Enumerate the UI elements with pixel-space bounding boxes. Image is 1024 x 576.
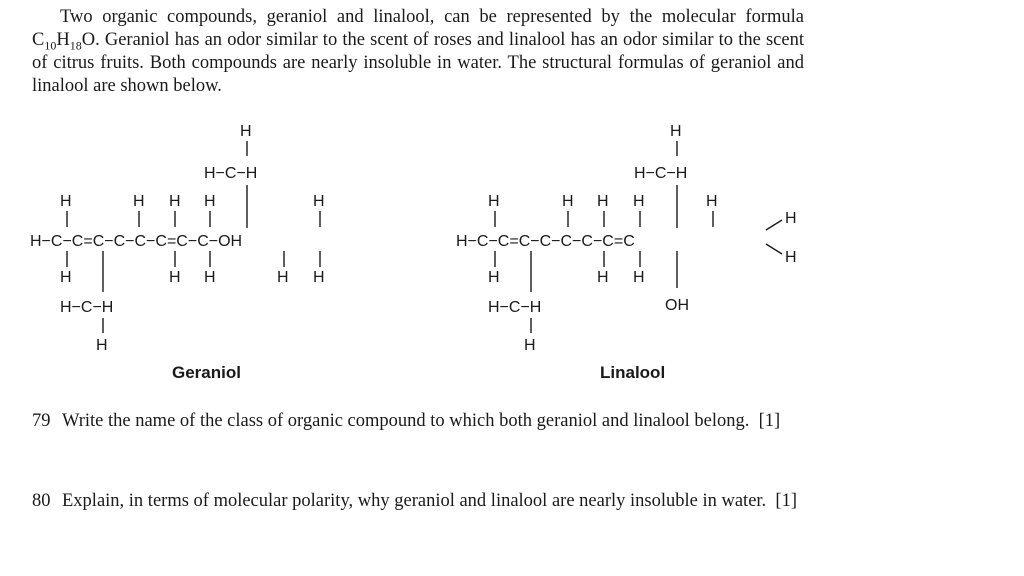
geraniol-caption: Geraniol xyxy=(172,363,241,382)
question-prompt: Write the name of the class of organic compound to which both geraniol and linalool belong. xyxy=(62,411,750,431)
linalool-caption: Linalool xyxy=(600,363,666,382)
geraniol-main-chain: H−C−C=C−C−C−C=C−C−OH xyxy=(30,233,243,250)
atom-h: H xyxy=(204,193,216,210)
intro-text-3: O. Geraniol has an odor similar to the scent of roses and linalool has an odor similar to the scent of citrus fruits. Both compounds are nearly insoluble in water. The structural formulas of geraniol and linalool are shown below. xyxy=(32,30,804,96)
intro-paragraph xyxy=(32,6,804,98)
atom-h: H xyxy=(313,193,325,210)
atom-h: H xyxy=(670,123,682,140)
atom-h: H xyxy=(785,210,797,227)
methyl-group: H−C−H xyxy=(634,165,688,182)
atom-h: H xyxy=(60,193,72,210)
atom-h: H xyxy=(562,193,574,210)
intro-subscript-10: 10 xyxy=(44,38,57,53)
question-text xyxy=(62,490,812,513)
atom-h: H xyxy=(488,269,500,286)
intro-text-2: H xyxy=(56,30,70,50)
question-points: [1] xyxy=(775,491,797,511)
atom-h: H xyxy=(96,337,108,354)
geraniol-structure xyxy=(30,123,325,382)
intro-text-1: Two organic compounds, geraniol and linalool, can be represented by the molecular formula C xyxy=(32,7,804,50)
intro-subscript-18: 18 xyxy=(69,38,82,53)
atom-h: H xyxy=(706,193,718,210)
atom-h: H xyxy=(524,337,536,354)
atom-h: H xyxy=(277,269,289,286)
question-prompt: Explain, in terms of molecular polarity, why geraniol and linalool are nearly insoluble in water. xyxy=(62,491,767,511)
linalool-main-chain: H−C−C=C−C−C−C−C=C xyxy=(456,233,635,250)
atom-h: H xyxy=(169,269,181,286)
atom-h: H xyxy=(60,269,72,286)
question-points: [1] xyxy=(758,411,781,431)
atom-h: H xyxy=(785,249,797,266)
structural-formulas-figure xyxy=(0,110,1024,390)
question-80 xyxy=(32,490,812,513)
methyl-group: H−C−H xyxy=(60,299,114,316)
atom-h: H xyxy=(169,193,181,210)
linalool-structure xyxy=(456,123,797,382)
question-text xyxy=(62,410,812,433)
atom-h: H xyxy=(488,193,500,210)
atom-h: H xyxy=(133,193,145,210)
question-79 xyxy=(32,410,812,433)
atom-h: H xyxy=(633,269,645,286)
atom-h: H xyxy=(597,193,609,210)
atom-h: H xyxy=(204,269,216,286)
atom-h: H xyxy=(633,193,645,210)
atom-h: H xyxy=(240,123,252,140)
linalool-hydroxyl: OH xyxy=(665,297,689,314)
atom-h: H xyxy=(597,269,609,286)
question-number: 79 xyxy=(32,411,51,431)
methyl-group: H−C−H xyxy=(488,299,542,316)
methyl-group: H−C−H xyxy=(204,165,258,182)
atom-h: H xyxy=(313,269,325,286)
question-number: 80 xyxy=(32,491,51,511)
